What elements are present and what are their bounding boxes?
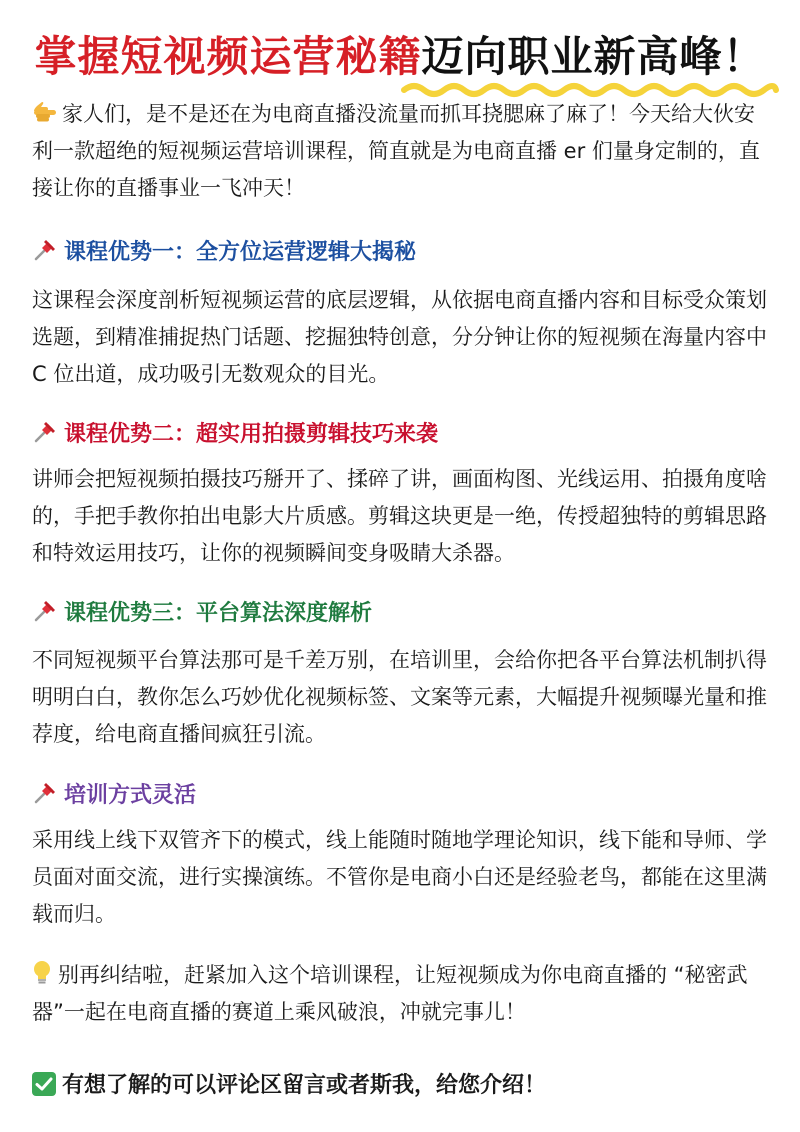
- section-heading-3: 课程优势三：平台算法深度解析: [32, 598, 372, 629]
- intro-text: 家人们，是不是还在为电商直播没流量而抓耳挠腮麻了麻了！今天给大伙安利一款超绝的短视频运营培训课程，简直就是为电商直播 er 们量身定制的，直接让你的直播事业一飞冲天！: [32, 102, 760, 200]
- section-body-4: 采用线上线下双管齐下的模式，线上能随时随地学理论知识，线下能和导师、学员面对面交流，进行实操演练。不管你是电商小白还是经验老鸟，都能在这里满载而归。: [32, 828, 767, 926]
- page-title: [0, 24, 800, 84]
- light-bulb-icon: [32, 960, 52, 986]
- pushpin-icon: [32, 598, 58, 624]
- title-part-black: 迈向职业新高峰！: [421, 32, 766, 81]
- pointing-hand-icon: [32, 102, 58, 124]
- pushpin-icon: [32, 237, 58, 263]
- footer-text: 有想了解的可以评论区留言或者斯我，给您介绍！: [62, 1073, 547, 1098]
- title-part-red: 掌握短视频运营秘籍: [34, 32, 422, 81]
- title-banner: [0, 18, 800, 98]
- check-mark-icon: [32, 1072, 56, 1096]
- section-body-1: 这课程会深度剖析短视频运营的底层逻辑，从依据电商直播内容和目标受众策划选题，到精准捕捉热门话题、挖掘独特创意，分分钟让你的短视频在海量内容中 C 位出道，成功吸引无数观众的目光。: [32, 288, 767, 386]
- intro-paragraph: [32, 96, 772, 207]
- section-heading-4: 培训方式灵活: [32, 780, 196, 811]
- section-body-2: 讲师会把短视频拍摄技巧掰开了、揉碎了讲，画面构图、光线运用、拍摄角度啥的，手把手教你拍出电影大片质感。剪辑这块更是一绝，传授超独特的剪辑思路和特效运用技巧，让你的视频瞬间变身吸睛大杀器。: [32, 467, 767, 565]
- section-heading-1: 课程优势一：全方位运营逻辑大揭秘: [32, 237, 416, 268]
- pushpin-icon: [32, 780, 58, 806]
- footer-call-to-action: [32, 1068, 546, 1099]
- closing-paragraph: [32, 957, 772, 1031]
- closing-text: 别再纠结啦，赶紧加入这个培训课程，让短视频成为你电商直播的 “秘密武器”一起在电商直播的赛道上乘风破浪，冲就完事儿！: [32, 963, 748, 1024]
- section-heading-2: 课程优势二：超实用拍摄剪辑技巧来袭: [32, 419, 438, 450]
- pushpin-icon: [32, 419, 58, 445]
- section-body-3: 不同短视频平台算法那可是千差万别，在培训里，会给你把各平台算法机制扒得明明白白，教你怎么巧妙优化视频标签、文案等元素，大幅提升视频曝光量和推荐度，给电商直播间疯狂引流。: [32, 648, 767, 746]
